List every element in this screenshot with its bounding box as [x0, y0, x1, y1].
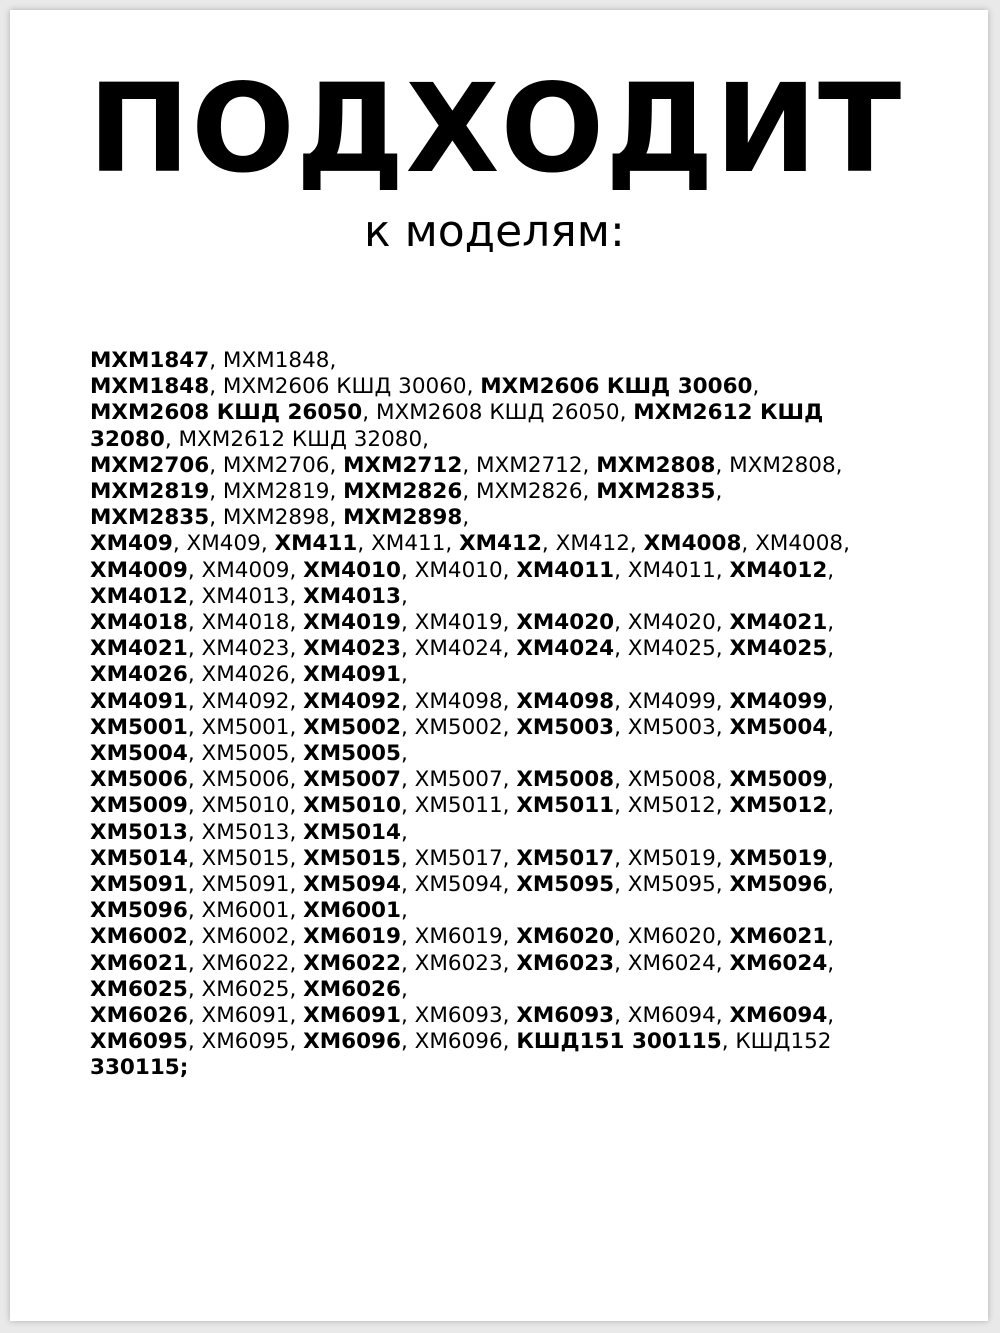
model-number: XM5002: [303, 714, 401, 740]
model-number: XM4019: [414, 610, 503, 636]
model-number: XM412: [555, 531, 630, 557]
model-number: XM6096: [303, 1029, 401, 1055]
model-number: XM5015: [303, 845, 401, 871]
model-number: XM4026: [201, 662, 290, 688]
model-line: XM5004, XM5005, XM5005,: [90, 741, 408, 767]
model-number: XM6096: [414, 1029, 503, 1055]
model-number: XM5014: [303, 819, 401, 845]
model-number: XM6021: [90, 950, 188, 976]
model-number: XM4008: [643, 531, 742, 557]
model-number: XM5096: [90, 898, 188, 924]
model-number: XM6026: [303, 976, 401, 1002]
model-number: XM412: [459, 531, 542, 557]
model-number: MXM2819: [90, 479, 210, 505]
model-line: XM5001, XM5001, XM5002, XM5002, XM5003, XM5003, XM5004,: [90, 714, 835, 740]
model-line: MXM2819, MXM2819, MXM2826, MXM2826, MXM2835,: [90, 479, 723, 505]
model-number: MXM2898: [343, 505, 463, 531]
model-number: MXM2835: [90, 505, 210, 531]
model-number: XM6025: [201, 976, 290, 1002]
model-line: XM409, XM409, XM411, XM411, XM412, XM412, XM4008, XM4008,: [90, 531, 850, 557]
model-number: XM6024: [729, 950, 828, 976]
model-number: XM5007: [414, 767, 503, 793]
model-number: XM4092: [201, 688, 290, 714]
model-number: XM5011: [414, 793, 503, 819]
model-number: XM5012: [627, 793, 716, 819]
model-number: XM6023: [414, 950, 503, 976]
model-line: XM5096, XM6001, XM6001,: [90, 898, 408, 924]
model-number: MXM2706: [222, 452, 330, 478]
model-number: MXM1848: [222, 348, 330, 373]
model-number: MXM2826: [476, 479, 583, 505]
model-number: XM4008: [755, 531, 844, 557]
model-number: XM5005: [201, 741, 290, 767]
model-number: MXM2898: [222, 505, 330, 531]
model-number: XM6021: [729, 924, 828, 950]
model-number: XM5001: [90, 714, 188, 740]
model-line: XM4026, XM4026, XM4091,: [90, 662, 408, 688]
model-line: XM6095, XM6095, XM6096, XM6096, КШД151 300115, КШД152: [90, 1029, 832, 1055]
model-number: XM4021: [90, 636, 188, 662]
model-number: XM5003: [627, 714, 716, 740]
model-line: XM4012, XM4013, XM4013,: [90, 583, 408, 609]
model-line: MXM2835, MXM2898, MXM2898,: [90, 505, 470, 531]
model-line: [90, 1055, 850, 1081]
model-number: XM6026: [90, 1003, 188, 1029]
model-number: MXM2826: [343, 479, 463, 505]
model-number: XM5096: [729, 872, 828, 898]
model-number: XM6023: [516, 950, 615, 976]
model-number: XM4023: [303, 636, 401, 662]
model-number: XM5006: [90, 767, 188, 793]
model-number: XM5006: [201, 767, 290, 793]
model-line: XM5013, XM5013, XM5014,: [90, 819, 408, 845]
model-number: XM5008: [516, 767, 615, 793]
model-number: XM5013: [90, 819, 188, 845]
model-number: XM4012: [90, 583, 188, 609]
model-line: XM6025, XM6025, XM6026,: [90, 976, 408, 1002]
model-number: XM6095: [201, 1029, 290, 1055]
model-line: XM5009, XM5010, XM5010, XM5011, XM5011, XM5012, XM5012,: [90, 793, 835, 819]
model-number: XM5094: [303, 872, 401, 898]
model-number: XM6020: [516, 924, 615, 950]
model-line: XM6026, XM6091, XM6091, XM6093, XM6093, XM6094, XM6094,: [90, 1003, 835, 1029]
model-number: XM5009: [90, 793, 188, 819]
model-number: XM5013: [201, 819, 290, 845]
model-number: XM4025: [627, 636, 716, 662]
model-number: MXM2606 КШД 30060: [222, 374, 467, 400]
model-number: XM5001: [201, 714, 290, 740]
model-line: XM5006, XM5006, XM5007, XM5007, XM5008, XM5008, XM5009,: [90, 767, 835, 793]
model-line: XM4018, XM4018, XM4019, XM4019, XM4020, XM4020, XM4021,: [90, 610, 835, 636]
model-number: XM5019: [729, 845, 828, 871]
model-number: MXM2612 КШД 32080: [178, 426, 423, 452]
model-number: XM6091: [201, 1003, 290, 1029]
model-number: XM6094: [627, 1003, 716, 1029]
model-number: XM4098: [516, 688, 615, 714]
model-number: XM5010: [303, 793, 401, 819]
model-number: XM5015: [201, 845, 290, 871]
model-number: XM5091: [90, 872, 188, 898]
model-number: XM5008: [627, 767, 716, 793]
model-number: XM5005: [303, 741, 401, 767]
model-number: XM6094: [729, 1003, 828, 1029]
model-number: 330115;: [90, 1055, 189, 1081]
model-number: XM4024: [414, 636, 503, 662]
model-number: XM6095: [90, 1029, 188, 1055]
model-number: XM6022: [201, 950, 290, 976]
model-number: XM5002: [414, 714, 503, 740]
model-number: XM5010: [201, 793, 290, 819]
model-number: MXM2808: [596, 452, 716, 478]
model-number: XM4010: [414, 557, 503, 583]
model-number: XM4023: [201, 636, 290, 662]
model-number: MXM1847: [90, 348, 210, 373]
page: [10, 10, 988, 1321]
model-number: MXM2608 КШД 26050: [375, 400, 620, 426]
model-number: XM4009: [90, 557, 188, 583]
model-line: XM5091, XM5091, XM5094, XM5094, XM5095, XM5095, XM5096,: [90, 872, 835, 898]
model-number: XM4018: [90, 610, 188, 636]
model-number: XM411: [371, 531, 446, 557]
model-number: 32080: [90, 426, 165, 452]
model-number: XM4026: [90, 662, 188, 688]
model-number: XM5095: [627, 872, 716, 898]
model-number: XM4099: [627, 688, 716, 714]
model-number: XM6019: [303, 924, 401, 950]
model-number: XM4011: [627, 557, 716, 583]
model-number: XM6025: [90, 976, 188, 1002]
model-number: XM6091: [303, 1003, 401, 1029]
model-line: MXM2706, MXM2706, MXM2712, MXM2712, MXM2808, MXM2808,: [90, 452, 843, 478]
model-number: XM5017: [414, 845, 503, 871]
model-number: XM5011: [516, 793, 615, 819]
model-number: XM6093: [516, 1003, 615, 1029]
model-number: XM4021: [729, 610, 828, 636]
model-number: XM5095: [516, 872, 615, 898]
model-number: MXM2819: [222, 479, 330, 505]
model-number: XM5009: [729, 767, 828, 793]
model-line: 32080, MXM2612 КШД 32080,: [90, 426, 429, 452]
model-number: XM4013: [201, 583, 290, 609]
model-number: XM4091: [90, 688, 188, 714]
model-number: XM4092: [303, 688, 401, 714]
model-number: XM4091: [303, 662, 401, 688]
model-number: MXM2712: [476, 452, 583, 478]
model-line: XM4091, XM4092, XM4092, XM4098, XM4098, XM4099, XM4099,: [90, 688, 835, 714]
model-number: XM5004: [90, 741, 188, 767]
model-number: XM6019: [414, 924, 503, 950]
model-number: MXM2606 КШД 30060: [480, 374, 753, 400]
model-number: XM6093: [414, 1003, 503, 1029]
model-number: MXM2712: [343, 452, 463, 478]
model-line: XM6002, XM6002, XM6019, XM6019, XM6020, XM6020, XM6021,: [90, 924, 835, 950]
model-number: XM4098: [414, 688, 503, 714]
model-number: XM5012: [729, 793, 828, 819]
model-number: XM4010: [303, 557, 401, 583]
model-number: XM6022: [303, 950, 401, 976]
page-title: ПОДХОДИТ: [88, 58, 903, 200]
model-number: XM4018: [201, 610, 290, 636]
model-number: XM6002: [90, 924, 188, 950]
model-number: MXM2612 КШД: [633, 400, 824, 426]
model-number: КШД152: [735, 1029, 832, 1055]
model-line: XM4021, XM4023, XM4023, XM4024, XM4024, XM4025, XM4025,: [90, 636, 835, 662]
model-number: XM411: [274, 531, 358, 557]
model-number: MXM2808: [729, 452, 836, 478]
model-number: XM5091: [201, 872, 290, 898]
model-line: MXM1847, MXM1848,: [90, 348, 337, 373]
model-number: XM4012: [729, 557, 828, 583]
model-line: XM5014, XM5015, XM5015, XM5017, XM5017, XM5019, XM5019,: [90, 845, 835, 871]
model-number: XM4024: [516, 636, 615, 662]
model-number: MXM2835: [596, 479, 716, 505]
model-number: КШД151 300115: [516, 1029, 722, 1055]
model-number: XM4009: [201, 557, 290, 583]
model-number: XM409: [186, 531, 261, 557]
model-line: MXM2608 КШД 26050, MXM2608 КШД 26050, MXM2612 КШД: [90, 400, 824, 426]
model-number: XM6001: [201, 898, 290, 924]
model-number: XM4011: [516, 557, 615, 583]
model-number: XM6024: [627, 950, 716, 976]
model-number: XM409: [90, 531, 173, 557]
page-subtitle: к моделям:: [364, 206, 625, 257]
model-number: XM5004: [729, 714, 828, 740]
model-line: XM6021, XM6022, XM6022, XM6023, XM6023, XM6024, XM6024,: [90, 950, 835, 976]
model-list: [90, 348, 850, 1082]
model-line: MXM1848, MXM2606 КШД 30060, MXM2606 КШД 30060,: [90, 374, 760, 400]
model-number: XM4025: [729, 636, 828, 662]
model-line: XM4009, XM4009, XM4010, XM4010, XM4011, XM4011, XM4012,: [90, 557, 835, 583]
model-number: XM4020: [516, 610, 615, 636]
model-number: MXM1848: [90, 374, 210, 400]
model-number: XM5017: [516, 845, 615, 871]
model-number: XM4019: [303, 610, 401, 636]
model-number: XM6001: [303, 898, 401, 924]
model-number: XM6020: [627, 924, 716, 950]
model-number: MXM2608 КШД 26050: [90, 400, 363, 426]
model-number: XM5007: [303, 767, 401, 793]
model-number: XM5094: [414, 872, 503, 898]
model-number: XM5014: [90, 845, 188, 871]
model-number: MXM2706: [90, 452, 210, 478]
model-number: XM5019: [627, 845, 716, 871]
model-number: XM4013: [303, 583, 401, 609]
model-number: XM4099: [729, 688, 828, 714]
model-number: XM6002: [201, 924, 290, 950]
model-number: XM5003: [516, 714, 615, 740]
model-number: XM4020: [627, 610, 716, 636]
